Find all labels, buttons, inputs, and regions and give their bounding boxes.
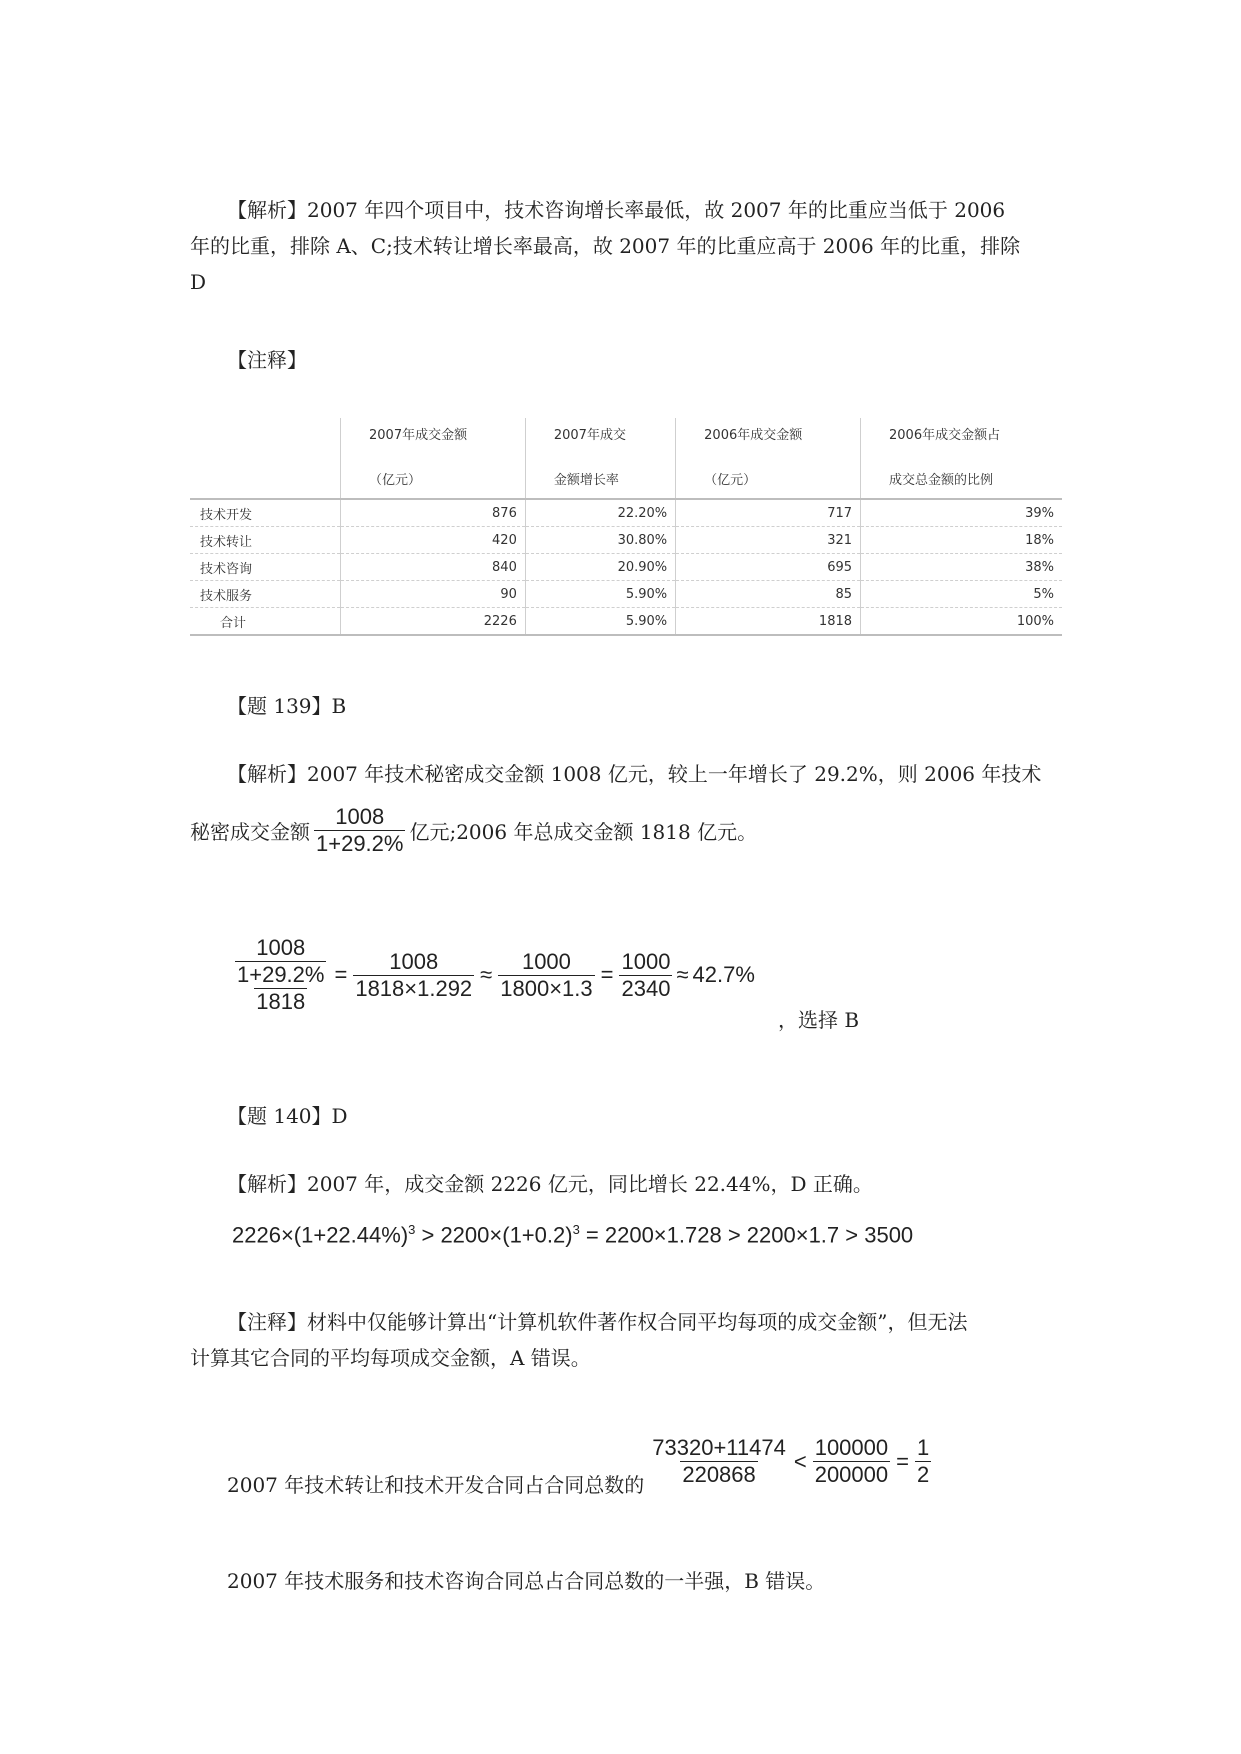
fraction: $\frac{100000}{200000}$: [814, 1435, 889, 1487]
fraction-comparison: 2007 年技术转让和技术开发合同占合同总数的 $\frac{73320+11474}{220868}$ < $\frac{100000}{200000}$ = $\frac{1}{2}$: [227, 1435, 930, 1497]
analysis-line: 【解析】2007 年四个项目中，技术咨询增长率最低，故 2007 年的比重应当低于 2006: [227, 198, 1006, 222]
table-row: 技术服务 90 5.90% 85 5%: [190, 581, 1062, 608]
table-header-cell: [190, 418, 341, 499]
table-row: 技术转让 420 30.80% 321 18%: [190, 527, 1062, 554]
table-header-cell: 2006年成交金额 （亿元）: [676, 418, 861, 499]
question-heading: 【题 139】B: [227, 694, 347, 718]
data-table: [190, 418, 1062, 636]
fraction: $\frac{1000}{2340}$: [621, 948, 671, 1001]
table-header-cell: 2007年成交 金额增长率: [525, 418, 675, 499]
question-heading: 【题 140】D: [227, 1104, 348, 1128]
equation: $\frac{\frac{1008}{1+29.2\%}}{1818}$ = $\frac{1008}{1818\times 1.292}$ ≈ $\frac{1000}{1800\times 1.3}$ = $\frac{1000}{2340}$ ≈ 42.7%: [233, 935, 755, 1015]
equation-conclusion: ，选择 B: [778, 1008, 860, 1032]
fraction: $\frac{1}{2}$: [916, 1435, 930, 1487]
table-row: 技术开发 876 22.20% 717 39%: [190, 499, 1062, 527]
table-row: 技术咨询 840 20.90% 695 38%: [190, 554, 1062, 581]
table-header-cell: 2006年成交金额占 成交总金额的比例: [861, 418, 1062, 499]
note-line: 计算其它合同的平均每项成交金额，A 错误。: [190, 1346, 591, 1370]
fraction: $\frac{1000}{1800\times 1.3}$: [500, 948, 593, 1001]
table-header-row: [190, 418, 1062, 499]
inequality: $2226\times(1+22.44\%)^3 > 2200\times(1+0.2)^3 = 2200\times 1.728 > 2200\times 1.7 > 3500$: [232, 1222, 914, 1248]
analysis-line: D: [190, 270, 207, 294]
note-heading: 【注释】: [227, 348, 307, 372]
table-row-total: 合计 2226 5.90% 1818 100%: [190, 608, 1062, 636]
conclusion-line: 2007 年技术服务和技术咨询合同总占合同总数的一半强，B 错误。: [227, 1569, 826, 1593]
analysis-line-with-fraction: 秘密成交金额 $\frac{1008}{1+29.2\%}$ 亿元;2006 年总成交金额 1818 亿元。: [190, 804, 758, 856]
table-header-cell: 2007年成交金额 （亿元）: [341, 418, 526, 499]
note-line: 【注释】材料中仅能够计算出“计算机软件著作权合同平均每项的成交金额”，但无法: [227, 1310, 968, 1334]
fraction: $\frac{1008}{1+29.2\%}$: [237, 935, 325, 987]
fraction: $\frac{1008}{1+29.2\%}$: [316, 804, 404, 856]
analysis-line: 【解析】2007 年，成交金额 2226 亿元，同比增长 22.44%，D 正确。: [227, 1172, 873, 1196]
fraction: $\frac{73320+11474}{220868}$: [652, 1435, 786, 1487]
analysis-line: 【解析】2007 年技术秘密成交金额 1008 亿元，较上一年增长了 29.2%，则 2006 年技术: [227, 762, 1042, 786]
compound-fraction: $\frac{\frac{1008}{1+29.2\%}}{1818}$: [237, 935, 325, 1014]
analysis-line: 年的比重，排除 A、C;技术转让增长率最高，故 2007 年的比重应高于 2006 年的比重，排除: [190, 234, 1021, 258]
fraction: $\frac{1008}{1818\times 1.292}$: [355, 948, 473, 1001]
